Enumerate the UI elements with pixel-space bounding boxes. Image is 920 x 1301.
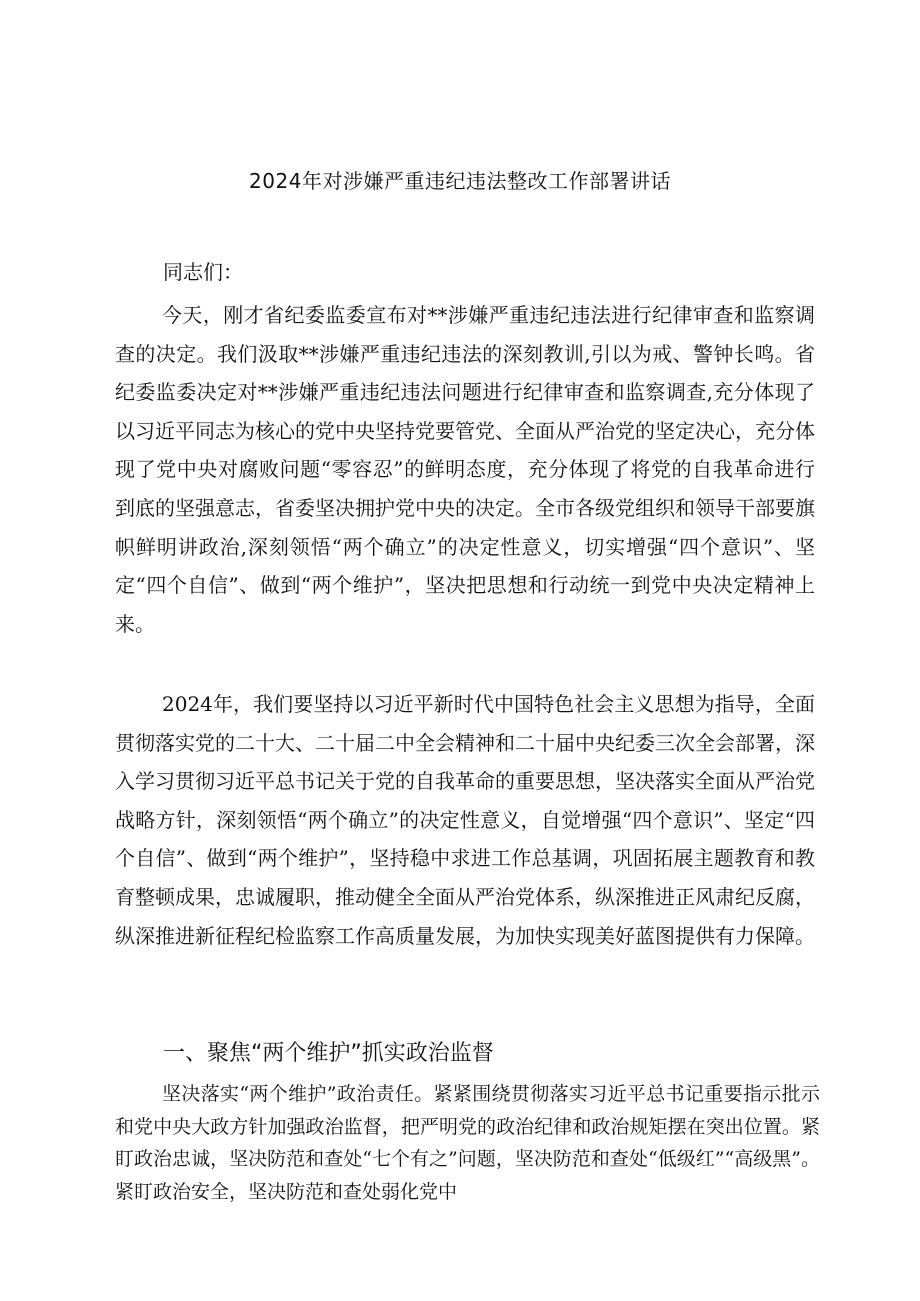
body-paragraph: 今天，刚才省纪委监委宣布对**涉嫌严重违纪违法进行纪律审查和监察调查的决定。我们汲取**涉嫌严重违纪违法的深刻教训,引以为戒、警钟长鸣。省纪委监委决定对**涉嫌严重违纪违法问题进行纪律审查和监察调查,充分体现了以习近平同志为核心的党中央坚持党要管党、全面从严治党的坚定决心，充分体现了党中央对腐败问题“零容忍”的鲜明态度，充分体现了将党的自我革命进行到底的坚强意志，省委坚决拥护党中央的决定。全市各级党组织和领导干部要旗帜鲜明讲政治,深刻领悟“两个确立”的决定性意义，切实增强“四个意识”、坚定“四个自信”、做到“两个维护”，坚决把思想和行动统一到党中央决定精神上来。	[115, 303, 815, 636]
salutation: 同志们：	[163, 260, 243, 284]
document-title: 2024年对涉嫌严重违纪违法整改工作部署讲话	[249, 169, 671, 193]
section-paragraph: 坚决落实“两个维护”政治责任。紧紧围绕贯彻落实习近平总书记重要指示批示和党中央大政方针加强政治监督，把严明党的政治纪律和政治规矩摆在突出位置。紧盯政治忠诚，坚决防范和查处“七个有之”问题，坚决防范和查处“低级红”“高级黑”。紧盯政治安全，坚决防范和查处弱化党中	[115, 1083, 820, 1203]
body-paragraph: 2024年，我们要坚持以习近平新时代中国特色社会主义思想为指导，全面贯彻落实党的二十大、二十届二中全会精神和二十届中央纪委三次全会部署，深入学习贯彻习近平总书记关于党的自我革命的重要思想，坚决落实全面从严治党战略方针，深刻领悟“两个确立”的决定性意义，自觉增强“四个意识”、坚定“四个自信”、做到“两个维护”，坚持稳中求进工作总基调，巩固拓展主题教育和教育整顿成果，忠诚履职，推动健全全面从严治党体系，纵深推进正风肃纪反腐，纵深推进新征程纪检监察工作高质量发展，为加快实现美好蓝图提供有力保障。	[115, 692, 815, 948]
section-heading: 一、聚焦“两个维护”抓实政治监督	[163, 1041, 494, 1066]
